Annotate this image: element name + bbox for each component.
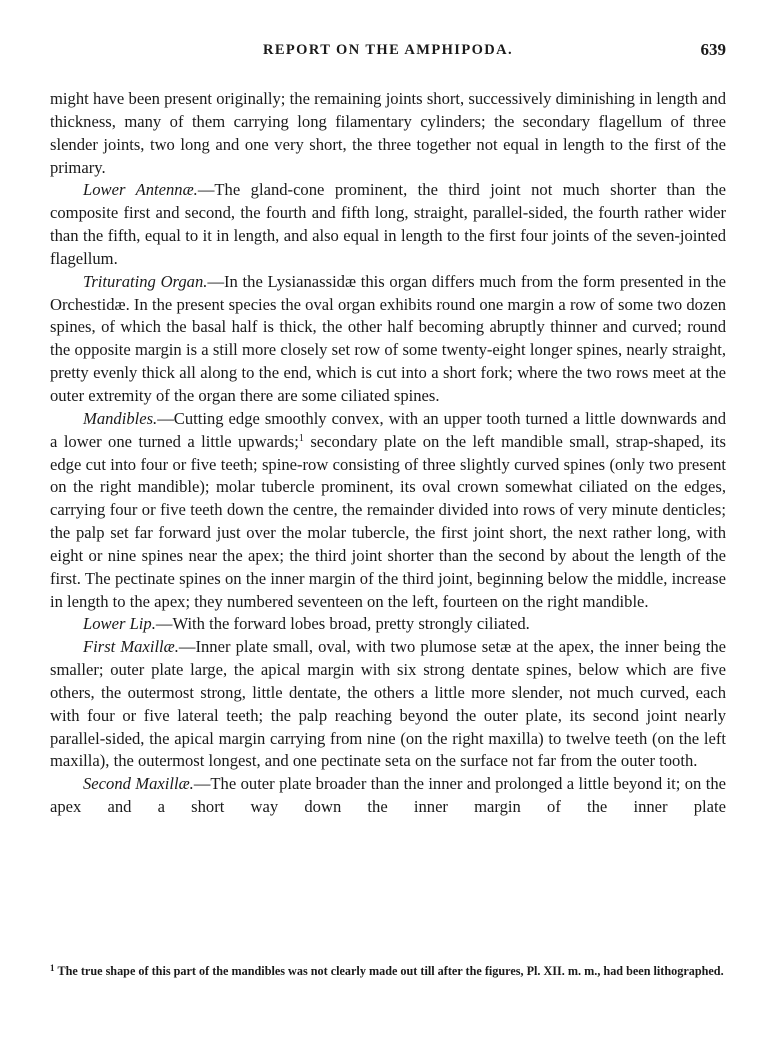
page-number: 639 [700,40,726,59]
paragraph-text: —The gland-cone prominent, the third joint not much shorter than the composite first and second, the fourth and fifth long, straight, parallel-sided, the fourth rather wider than the fifth, equal to it in length, and also equal in length to the first four joints of the seven-jointed flagellum. [50,180,726,268]
footnote-reference[interactable]: 1 [298,432,304,444]
paragraph-heading: First Maxillæ. [83,637,179,657]
running-header [50,42,726,66]
paragraph-heading: Mandibles. [83,408,158,428]
footnote-text: The true shape of this part of the mandibles was not clearly made out till after the figures, Pl. XII. m. m., had been lithographed. [57,964,724,978]
paragraph-mandibles [50,408,726,614]
paragraph-first-maxillae [50,636,726,773]
paragraph-text: —The outer plate broader than the inner and prolonged a little beyond it; on the apex and a short way down the inner margin of the inner plate [50,774,726,817]
paragraph-second-maxillae [50,773,726,819]
body-text [50,88,726,819]
paragraph-text: —With the forward lobes broad, pretty strongly ciliated. [155,614,530,634]
paragraph-lower-lip [50,613,726,636]
paragraph-heading: Second Maxillæ. [83,774,194,794]
paragraph-triturating-organ [50,271,726,408]
paragraph-lower-antennae [50,179,726,270]
paragraph-text: —Cutting edge smoothly convex, with an upper tooth turned a little downwards and a lower one turned a little upwards; [50,408,726,451]
paragraph-text: —In the Lysianassidæ this organ differs much from the form presented in the Orchestidæ. In the present species the oval organ exhibits round one margin a row of some two dozen spines, of which the basal half is thick, the other half becoming abruptly thinner and curved; round the opposite margin is a still more closely set row of some twenty-eight longer spines, nearly straight, pretty evenly thick all along to the end, which is cut into a short fork; where the two rows meet at the outer extremity of the organ there are some ciliated spines. [50,271,726,405]
footnote [50,963,726,980]
paragraph-heading: Lower Antennæ. [83,180,198,200]
paragraph-text: might have been present originally; the remaining joints short, successively diminishing in length and thickness, many of them carrying long filamentary cylinders; the secondary flagellum of three slender joints, two long and one very short, the three together not equal in length to the first of the primary. [50,89,726,177]
paragraph-text: —Inner plate small, oval, with two plumose setæ at the apex, the inner being the smaller; outer plate large, the apical margin with six strong dentate spines, below which are five others, the outermost strong, little dentate, the others a little more slender, not much curved, each with four or five lateral teeth; the palp reaching beyond the outer plate, its second joint nearly parallel-sided, the apical margin carrying from nine (on the right maxilla) to twelve teeth (on the left maxilla), the outermost longest, and one pectinate seta on the surface not far from the outer tooth. [50,637,726,771]
footnote-marker: 1 [50,963,55,973]
paragraph-text-continued: secondary plate on the left mandible small, strap-shaped, its edge cut into four or five teeth; spine-row consisting of three slightly curved spines (only two present on the right mandible); molar tubercle prominent, its oval crown somewhat ciliated on the edges, carrying four or five teeth down the centre, the remainder divided into rows of very minute denticles; the palp set far forward just over the molar tubercle, the first joint short, the next rather long, with eight or nine spines near the apex; the third joint shorter than the second by about the length of the first. The pectinate spines on the inner margin of the third joint, beginning below the middle, increase in length to the apex; they numbered seventeen on the left, fourteen on the right mandible. [50,431,726,611]
paragraph-continuation [50,88,726,179]
paragraph-heading: Triturating Organ. [83,271,208,291]
paragraph-heading: Lower Lip. [83,614,156,634]
running-title: REPORT ON THE AMPHIPODA. [262,42,514,58]
